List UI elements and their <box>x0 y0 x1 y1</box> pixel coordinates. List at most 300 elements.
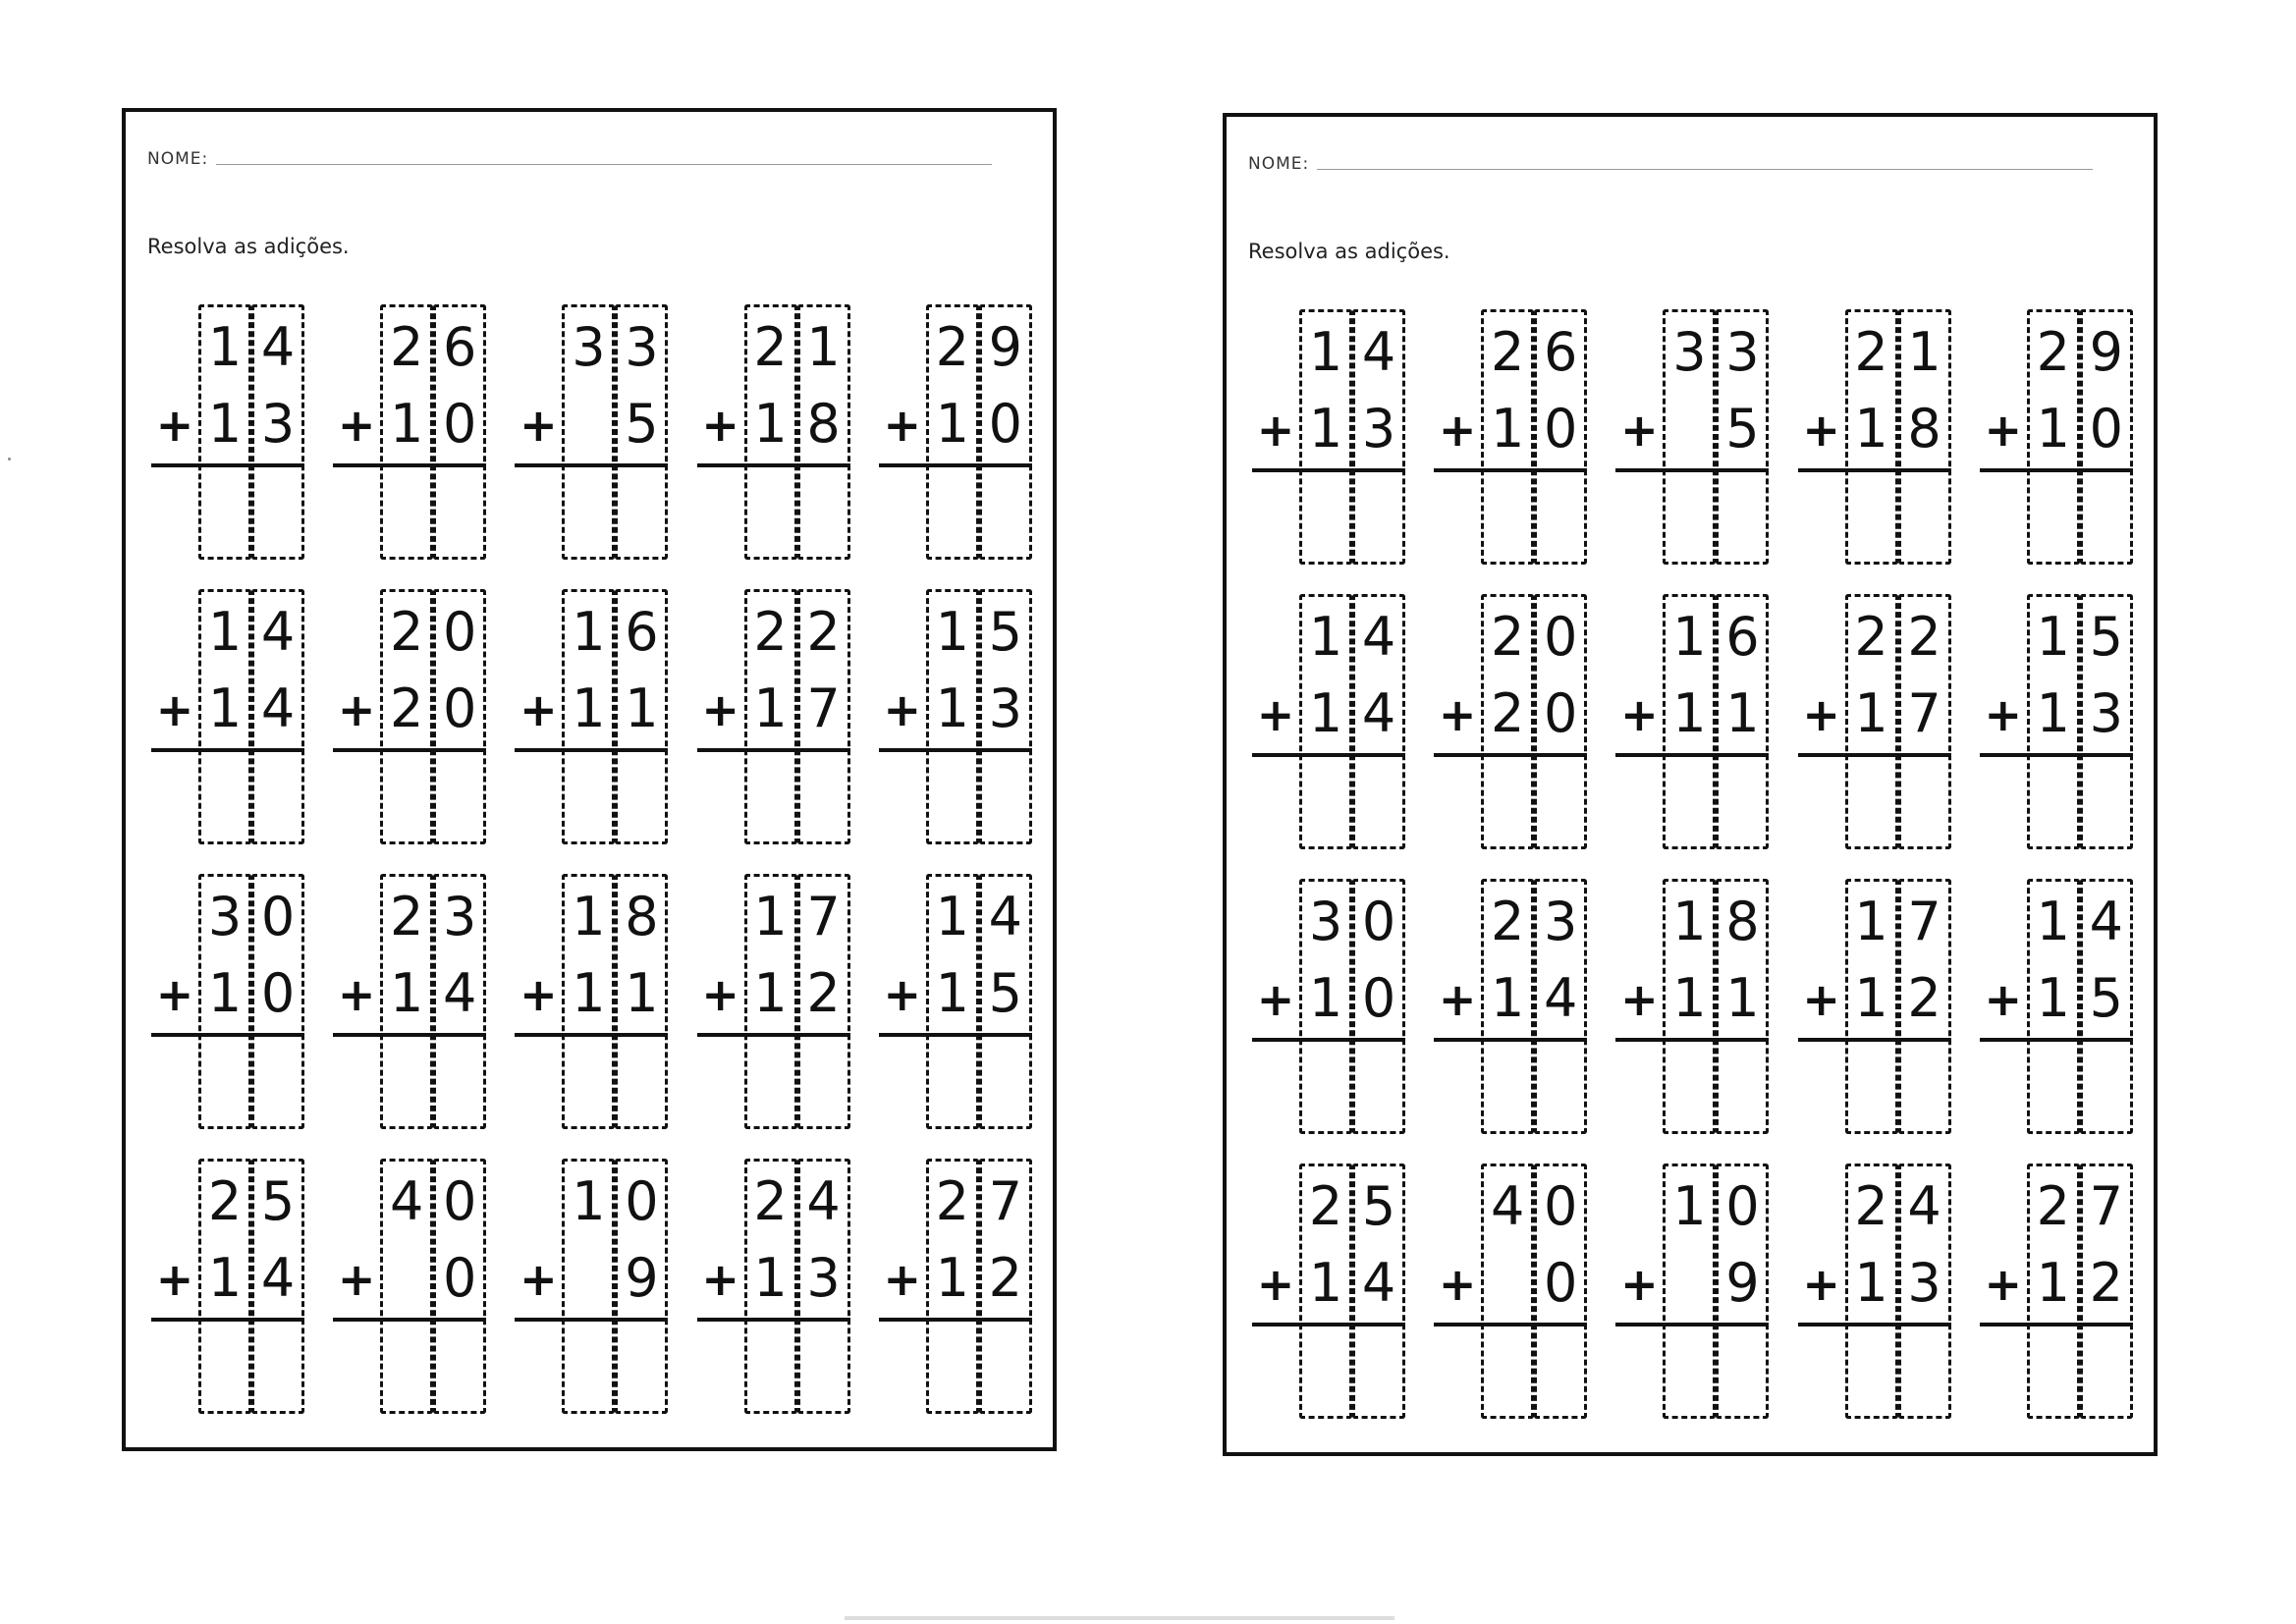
bottom-tens-digit: 1 <box>1491 967 1525 1029</box>
plus-sign: + <box>155 1253 194 1306</box>
top-units-digit: 2 <box>1907 606 1941 668</box>
top-units-digit: 0 <box>260 886 296 947</box>
bottom-units-digit: 8 <box>1907 398 1941 460</box>
bottom-units-digit: 1 <box>625 677 659 739</box>
addition-problem <box>1420 1152 1602 1436</box>
top-units-digit: 4 <box>1361 321 1396 383</box>
bottom-units-digit: 9 <box>625 1247 659 1309</box>
name-row <box>147 149 992 169</box>
bottom-tens-digit: 1 <box>390 962 424 1024</box>
plus-sign: + <box>1984 973 2023 1026</box>
top-tens-digit: 2 <box>935 316 969 378</box>
instruction: Resolva as adições. <box>147 235 350 258</box>
top-tens-digit: 4 <box>390 1170 424 1232</box>
problem-body <box>1796 594 1953 849</box>
plus-sign: + <box>519 399 558 452</box>
bottom-units-digit: 2 <box>1907 967 1941 1029</box>
addition-problem <box>319 293 501 577</box>
problem-body <box>1432 879 1589 1134</box>
sum-line <box>333 1318 486 1322</box>
bottom-units-digit: 3 <box>260 393 296 455</box>
plus-sign: + <box>1256 688 1295 741</box>
bottom-tens-digit: 1 <box>753 393 788 455</box>
bottom-tens-digit: 1 <box>2036 398 2070 460</box>
top-tens-digit: 2 <box>390 316 424 378</box>
top-units-digit: 6 <box>443 316 477 378</box>
sum-line <box>1252 753 1405 757</box>
sum-line <box>1434 468 1587 472</box>
bottom-units-digit: 2 <box>2089 1252 2123 1314</box>
bottom-tens-digit: 1 <box>1308 967 1343 1029</box>
addition-problem <box>1784 867 1966 1152</box>
top-tens-digit: 1 <box>207 316 243 378</box>
addition-problem <box>1238 867 1420 1152</box>
addition-problem <box>1602 867 1783 1152</box>
plus-sign: + <box>155 968 194 1021</box>
bottom-tens-digit: 2 <box>1491 682 1525 744</box>
plus-sign: + <box>1620 688 1659 741</box>
sum-line <box>1252 468 1405 472</box>
bottom-tens-digit: 1 <box>390 393 424 455</box>
bottom-tens-digit: 1 <box>1672 682 1707 744</box>
addition-problem <box>319 862 501 1147</box>
problem-body <box>1978 309 2135 565</box>
addition-problem <box>1602 298 1783 582</box>
addition-problem <box>1784 582 1966 867</box>
problem-body <box>331 304 488 560</box>
top-tens-digit: 2 <box>935 1170 969 1232</box>
bottom-units-digit: 5 <box>988 962 1022 1024</box>
plus-sign: + <box>1620 973 1659 1026</box>
bottom-tens-digit: 1 <box>753 1247 788 1309</box>
problem-body <box>149 589 306 844</box>
sum-line <box>1980 468 2133 472</box>
addition-problem <box>137 577 319 862</box>
top-units-digit: 3 <box>1544 891 1578 952</box>
plus-sign: + <box>883 683 922 736</box>
top-tens-digit: 2 <box>1308 1175 1343 1237</box>
problem-body <box>1432 1164 1589 1419</box>
worksheet <box>122 108 1057 1451</box>
bottom-tens-digit: 1 <box>935 393 969 455</box>
top-tens-digit: 4 <box>1491 1175 1525 1237</box>
top-tens-digit: 2 <box>2036 1175 2070 1237</box>
top-tens-digit: 1 <box>1672 606 1707 668</box>
name-label: NOME: <box>1248 154 1310 174</box>
addition-problem <box>1966 582 2148 867</box>
bottom-tens-digit: 1 <box>935 962 969 1024</box>
bottom-tens-digit: 1 <box>935 1247 969 1309</box>
top-tens-digit: 2 <box>390 886 424 947</box>
top-tens-digit: 1 <box>935 886 969 947</box>
sum-line <box>1798 1323 1951 1326</box>
bottom-units-digit: 4 <box>443 962 477 1024</box>
sum-line <box>151 463 304 467</box>
plus-sign: + <box>1984 688 2023 741</box>
problem-body <box>513 1159 670 1414</box>
bottom-tens-digit: 1 <box>1672 967 1707 1029</box>
bottom-units-digit: 3 <box>988 677 1022 739</box>
top-tens-digit: 1 <box>1672 891 1707 952</box>
problem-body <box>1613 879 1771 1134</box>
problem-body <box>1978 594 2135 849</box>
addition-problem <box>501 862 683 1147</box>
top-units-digit: 4 <box>2089 891 2123 952</box>
addition-problem <box>501 577 683 862</box>
problem-body <box>149 1159 306 1414</box>
bottom-units-digit: 2 <box>806 962 841 1024</box>
plus-sign: + <box>1984 1258 2023 1311</box>
scan-dot <box>8 458 11 460</box>
bottom-units-digit: 9 <box>1725 1252 1760 1314</box>
addition-problem <box>1420 298 1602 582</box>
bottom-units-digit: 1 <box>625 962 659 1024</box>
addition-problem <box>1238 1152 1420 1436</box>
bottom-units-digit: 3 <box>1361 398 1396 460</box>
bottom-tens-digit: 1 <box>207 1247 243 1309</box>
bottom-units-digit: 5 <box>2089 967 2123 1029</box>
sum-line <box>515 463 668 467</box>
top-tens-digit: 2 <box>753 316 788 378</box>
bottom-tens-digit: 1 <box>1854 682 1888 744</box>
top-tens-digit: 2 <box>1491 891 1525 952</box>
plus-sign: + <box>337 683 376 736</box>
addition-problem <box>137 293 319 577</box>
top-units-digit: 3 <box>1725 321 1760 383</box>
top-units-digit: 0 <box>443 601 477 663</box>
bottom-tens-digit: 1 <box>207 393 243 455</box>
bottom-units-digit: 7 <box>806 677 841 739</box>
bottom-units-digit: 4 <box>260 677 296 739</box>
bottom-units-digit: 2 <box>988 1247 1022 1309</box>
top-units-digit: 5 <box>2089 606 2123 668</box>
name-field[interactable] <box>216 164 992 165</box>
bottom-tens-digit: 1 <box>572 677 606 739</box>
plus-sign: + <box>519 683 558 736</box>
addition-problem <box>1602 582 1783 867</box>
top-units-digit: 0 <box>1544 606 1578 668</box>
bottom-units-digit: 0 <box>988 393 1022 455</box>
addition-problem <box>865 862 1047 1147</box>
sum-line <box>879 1318 1032 1322</box>
sum-line <box>1434 753 1587 757</box>
bottom-tens-digit: 1 <box>2036 967 2070 1029</box>
scan-smudge <box>845 1616 1394 1620</box>
plus-sign: + <box>1256 1258 1295 1311</box>
problem-body <box>1978 1164 2135 1419</box>
problem-body <box>149 874 306 1129</box>
top-tens-digit: 3 <box>207 886 243 947</box>
bottom-units-digit: 0 <box>1544 682 1578 744</box>
top-units-digit: 4 <box>806 1170 841 1232</box>
sum-line <box>697 1033 850 1037</box>
top-tens-digit: 2 <box>1491 321 1525 383</box>
addition-problem <box>1238 298 1420 582</box>
bottom-units-digit: 1 <box>1725 682 1760 744</box>
addition-problem <box>1966 867 2148 1152</box>
top-units-digit: 9 <box>988 316 1022 378</box>
sum-line <box>1434 1323 1587 1326</box>
plus-sign: + <box>1438 973 1477 1026</box>
top-units-digit: 7 <box>2089 1175 2123 1237</box>
top-units-digit: 7 <box>1907 891 1941 952</box>
top-tens-digit: 2 <box>1491 606 1525 668</box>
sum-line <box>1798 468 1951 472</box>
top-tens-digit: 3 <box>1308 891 1343 952</box>
bottom-units-digit: 3 <box>1907 1252 1941 1314</box>
bottom-units-digit: 1 <box>1725 967 1760 1029</box>
bottom-tens-digit: 1 <box>1491 398 1525 460</box>
top-units-digit: 8 <box>1725 891 1760 952</box>
bottom-tens-digit: 1 <box>572 962 606 1024</box>
plus-sign: + <box>883 399 922 452</box>
sum-line <box>1252 1323 1405 1326</box>
problem-body <box>877 589 1034 844</box>
problem-body <box>1432 594 1589 849</box>
top-units-digit: 5 <box>1361 1175 1396 1237</box>
name-row <box>1248 154 2093 174</box>
sum-line <box>697 1318 850 1322</box>
problem-body <box>1250 879 1407 1134</box>
sum-line <box>697 463 850 467</box>
problem-body <box>1613 1164 1771 1419</box>
sum-line <box>515 1033 668 1037</box>
top-tens-digit: 2 <box>390 601 424 663</box>
top-units-digit: 3 <box>443 886 477 947</box>
bottom-units-digit: 4 <box>1361 682 1396 744</box>
sum-line <box>1615 753 1769 757</box>
bottom-units-digit: 0 <box>443 1247 477 1309</box>
addition-problem <box>1420 582 1602 867</box>
top-tens-digit: 1 <box>572 886 606 947</box>
sum-line <box>151 1318 304 1322</box>
addition-problem <box>683 1147 865 1432</box>
problem-body <box>1613 594 1771 849</box>
top-tens-digit: 1 <box>1308 321 1343 383</box>
top-units-digit: 3 <box>625 316 659 378</box>
top-units-digit: 6 <box>625 601 659 663</box>
sum-line <box>1434 1038 1587 1042</box>
top-tens-digit: 1 <box>2036 891 2070 952</box>
top-tens-digit: 1 <box>753 886 788 947</box>
top-units-digit: 5 <box>260 1170 296 1232</box>
top-units-digit: 4 <box>260 316 296 378</box>
problem-body <box>695 1159 852 1414</box>
bottom-tens-digit: 1 <box>1308 682 1343 744</box>
top-units-digit: 9 <box>2089 321 2123 383</box>
addition-problem <box>1784 298 1966 582</box>
sum-line <box>1615 1038 1769 1042</box>
addition-problem <box>501 293 683 577</box>
top-tens-digit: 3 <box>572 316 606 378</box>
top-units-digit: 0 <box>1544 1175 1578 1237</box>
plus-sign: + <box>337 399 376 452</box>
plus-sign: + <box>701 399 739 452</box>
sum-line <box>1980 1323 2133 1326</box>
problem-body <box>149 304 306 560</box>
top-units-digit: 1 <box>806 316 841 378</box>
top-units-digit: 0 <box>443 1170 477 1232</box>
top-units-digit: 8 <box>625 886 659 947</box>
plus-sign: + <box>1802 688 1840 741</box>
plus-sign: + <box>701 968 739 1021</box>
bottom-units-digit: 8 <box>806 393 841 455</box>
plus-sign: + <box>1620 404 1659 457</box>
problem-body <box>877 1159 1034 1414</box>
bottom-units-digit: 5 <box>1725 398 1760 460</box>
top-tens-digit: 2 <box>753 601 788 663</box>
top-tens-digit: 2 <box>1854 606 1888 668</box>
plus-sign: + <box>1438 688 1477 741</box>
addition-problem <box>137 862 319 1147</box>
bottom-units-digit: 0 <box>1544 1252 1578 1314</box>
top-units-digit: 4 <box>1907 1175 1941 1237</box>
addition-problem <box>319 1147 501 1432</box>
sum-line <box>1798 1038 1951 1042</box>
addition-problem <box>1420 867 1602 1152</box>
plus-sign: + <box>337 968 376 1021</box>
sum-line <box>1252 1038 1405 1042</box>
problem-body <box>1613 309 1771 565</box>
bottom-units-digit: 5 <box>625 393 659 455</box>
bottom-tens-digit: 2 <box>390 677 424 739</box>
sum-line <box>879 463 1032 467</box>
plus-sign: + <box>883 968 922 1021</box>
problem-body <box>1978 879 2135 1134</box>
top-units-digit: 2 <box>806 601 841 663</box>
problem-body <box>1796 879 1953 1134</box>
sum-line <box>879 748 1032 752</box>
top-units-digit: 4 <box>1361 606 1396 668</box>
bottom-units-digit: 4 <box>1361 1252 1396 1314</box>
plus-sign: + <box>337 1253 376 1306</box>
sum-line <box>697 748 850 752</box>
bottom-tens-digit: 1 <box>753 677 788 739</box>
sum-line <box>1615 1323 1769 1326</box>
addition-problem <box>683 293 865 577</box>
addition-problem <box>865 577 1047 862</box>
bottom-tens-digit: 1 <box>753 962 788 1024</box>
sum-line <box>515 1318 668 1322</box>
top-tens-digit: 2 <box>2036 321 2070 383</box>
top-tens-digit: 3 <box>1672 321 1707 383</box>
sum-line <box>1980 753 2133 757</box>
top-units-digit: 4 <box>260 601 296 663</box>
plus-sign: + <box>883 1253 922 1306</box>
top-units-digit: 1 <box>1907 321 1941 383</box>
top-units-digit: 7 <box>988 1170 1022 1232</box>
plus-sign: + <box>1620 1258 1659 1311</box>
bottom-tens-digit: 1 <box>2036 1252 2070 1314</box>
top-tens-digit: 2 <box>1854 1175 1888 1237</box>
plus-sign: + <box>1984 404 2023 457</box>
plus-sign: + <box>155 399 194 452</box>
problem-body <box>331 589 488 844</box>
addition-problem <box>865 1147 1047 1432</box>
sum-line <box>1798 753 1951 757</box>
plus-sign: + <box>1438 1258 1477 1311</box>
bottom-units-digit: 4 <box>1544 967 1578 1029</box>
top-units-digit: 6 <box>1725 606 1760 668</box>
sum-line <box>333 1033 486 1037</box>
plus-sign: + <box>1256 973 1295 1026</box>
problem-grid <box>1238 298 2148 1436</box>
sum-line <box>151 1033 304 1037</box>
bottom-units-digit: 7 <box>1907 682 1941 744</box>
bottom-units-digit: 4 <box>260 1247 296 1309</box>
sum-line <box>333 463 486 467</box>
bottom-tens-digit: 1 <box>1854 967 1888 1029</box>
sum-line <box>879 1033 1032 1037</box>
bottom-tens-digit: 1 <box>1308 1252 1343 1314</box>
addition-problem <box>319 577 501 862</box>
problem-body <box>1432 309 1589 565</box>
bottom-units-digit: 0 <box>260 962 296 1024</box>
bottom-tens-digit: 1 <box>207 962 243 1024</box>
bottom-units-digit: 3 <box>806 1247 841 1309</box>
instruction: Resolva as adições. <box>1248 240 1450 263</box>
bottom-units-digit: 0 <box>1361 967 1396 1029</box>
problem-grid <box>137 293 1047 1432</box>
problem-body <box>1796 1164 1953 1419</box>
sum-line <box>333 748 486 752</box>
top-tens-digit: 1 <box>2036 606 2070 668</box>
top-tens-digit: 1 <box>1308 606 1343 668</box>
top-tens-digit: 1 <box>207 601 243 663</box>
top-units-digit: 0 <box>1725 1175 1760 1237</box>
plus-sign: + <box>519 968 558 1021</box>
bottom-units-digit: 0 <box>2089 398 2123 460</box>
top-units-digit: 4 <box>988 886 1022 947</box>
plus-sign: + <box>519 1253 558 1306</box>
problem-body <box>695 589 852 844</box>
top-tens-digit: 1 <box>935 601 969 663</box>
top-units-digit: 5 <box>988 601 1022 663</box>
name-label: NOME: <box>147 149 209 169</box>
problem-body <box>1250 594 1407 849</box>
sum-line <box>515 748 668 752</box>
plus-sign: + <box>1256 404 1295 457</box>
plus-sign: + <box>155 683 194 736</box>
top-tens-digit: 1 <box>572 1170 606 1232</box>
bottom-tens-digit: 1 <box>207 677 243 739</box>
addition-problem <box>1602 1152 1783 1436</box>
top-units-digit: 6 <box>1544 321 1578 383</box>
bottom-units-digit: 3 <box>2089 682 2123 744</box>
problem-body <box>877 304 1034 560</box>
addition-problem <box>683 862 865 1147</box>
top-tens-digit: 1 <box>1854 891 1888 952</box>
plus-sign: + <box>1438 404 1477 457</box>
bottom-tens-digit: 1 <box>1308 398 1343 460</box>
addition-problem <box>1966 1152 2148 1436</box>
bottom-units-digit: 0 <box>443 677 477 739</box>
top-tens-digit: 2 <box>1854 321 1888 383</box>
addition-problem <box>501 1147 683 1432</box>
problem-body <box>513 589 670 844</box>
bottom-tens-digit: 1 <box>935 677 969 739</box>
top-units-digit: 7 <box>806 886 841 947</box>
top-units-digit: 0 <box>625 1170 659 1232</box>
problem-body <box>513 304 670 560</box>
top-tens-digit: 2 <box>753 1170 788 1232</box>
problem-body <box>1250 1164 1407 1419</box>
addition-problem <box>683 577 865 862</box>
sum-line <box>1615 468 1769 472</box>
problem-body <box>877 874 1034 1129</box>
plus-sign: + <box>701 683 739 736</box>
name-field[interactable] <box>1317 169 2093 170</box>
